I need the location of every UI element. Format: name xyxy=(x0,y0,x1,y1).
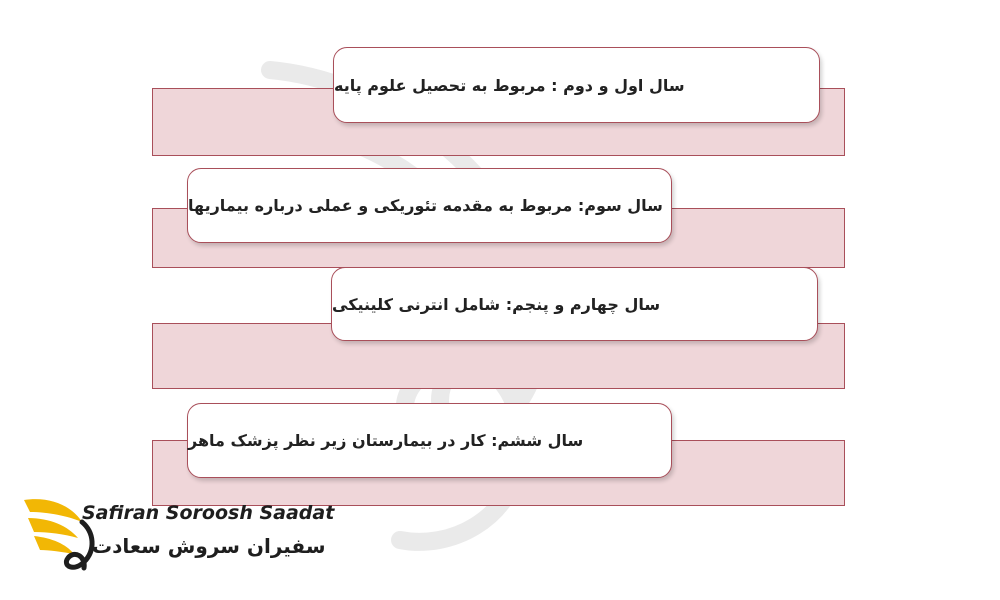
step-box-3 xyxy=(331,267,818,341)
step-text-3: سال چهارم و پنجم: شامل انترنی کلینیکی xyxy=(332,294,661,314)
step-text-2: سال سوم: مربوط به مقدمه تئوریکی و عملی درباره بیماریها xyxy=(188,196,663,215)
step-box-1 xyxy=(333,47,820,123)
step-box-4 xyxy=(187,403,672,478)
step-box-2 xyxy=(187,168,672,243)
step-text-4: سال ششم: کار در بیمارستان زیر نظر پزشک ماهر xyxy=(188,431,584,450)
step-text-1: سال اول و دوم : مربوط به تحصیل علوم پایه xyxy=(334,75,685,95)
logo-persian-name: سفیران سروش سعادت xyxy=(92,534,326,558)
logo-english-name: Safiran Soroosh Saadat xyxy=(82,502,335,524)
